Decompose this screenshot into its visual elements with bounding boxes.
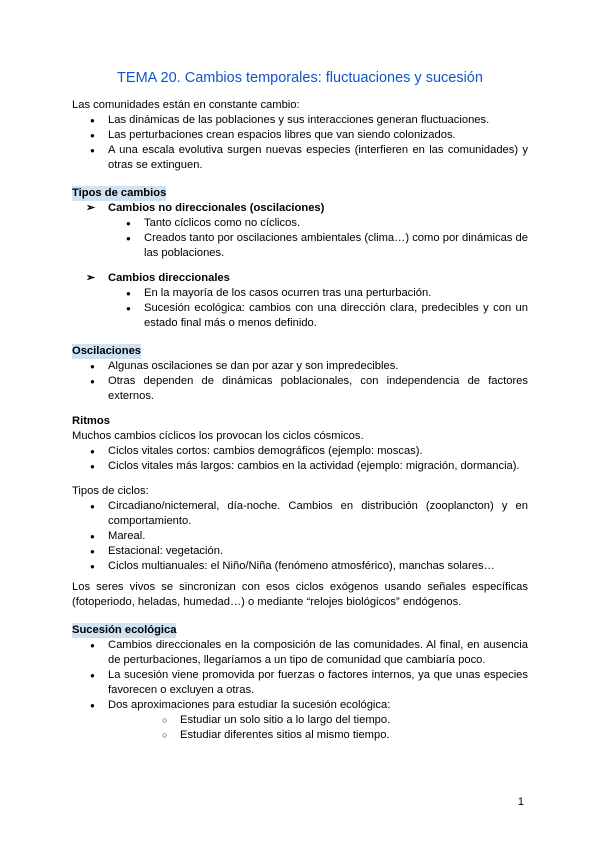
oscilaciones-list [72,359,528,404]
list-item: ● Sucesión ecológica: cambios con una dirección clara, predecibles y con un estado final más o menos definido. [72,301,528,331]
group-label: Cambios direccionales [108,272,230,284]
intro-text: Las comunidades están en constante cambio: [72,99,300,111]
list-item: ● Otras dependen de dinámicas poblacionales, con independencia de factores externos. [72,374,528,404]
list-item: ● Tanto cíclicos como no cíclicos. [72,216,528,231]
section-heading-sucesion: Sucesión ecológica [72,624,177,636]
ritmos-text: Muchos cambios cíclicos los provocan los ciclos cósmicos. [72,430,364,442]
arrow-bullet-icon: ➢ [86,202,96,214]
section-heading-oscilaciones: Oscilaciones [72,345,142,357]
list-item: ● Estacional: vegetación. [72,544,528,559]
list-item: ● Las dinámicas de las poblaciones y sus interacciones generan fluctuaciones. [72,113,528,128]
sucesion-list [72,638,528,743]
ritmos-list [72,444,528,474]
list-item: ● Dos aproximaciones para estudiar la sucesión ecológica: [72,698,528,713]
list-item: ● Cambios direccionales en la composición de las comunidades. Al final, en ausencia de perturbaciones, llegaríamos a un tipo de comunidad que cambiaría poco. [72,638,528,668]
page-number: 1 [517,796,524,808]
list-item: ● Circadiano/nictemeral, día-noche. Cambios en distribución (zooplancton) y en comportamiento. [72,499,528,529]
list-item: ● Ciclos vitales cortos: cambios demográficos (ejemplo: moscas). [72,444,528,459]
list-item: ● Ciclos vitales más largos: cambios en la actividad (ejemplo: migración, dormancia). [72,459,528,474]
ciclos-list [72,499,528,574]
list-item: ● En la mayoría de los casos ocurren tras una perturbación. [72,286,528,301]
list-item: ● Algunas oscilaciones se dan por azar y son impredecibles. [72,359,528,374]
document-page [72,62,528,743]
page-title: TEMA 20. Cambios temporales: fluctuaciones y sucesión [117,70,483,86]
ritmos-closing: Los seres vivos se sincronizan con esos ciclos exógenos usando señales específicas (fotoperiodo, heladas, humedad…) o mediante “relojes biológicos” endógenos. [72,581,528,608]
list-item: ● A una escala evolutiva surgen nuevas especies (interfieren en las comunidades) y otras se extinguen. [72,143,528,173]
list-item: ● La sucesión viene promovida por fuerzas o factores internos, ya que unas especies favorecen o excluyen a otras. [72,668,528,698]
group-heading-direccionales [72,271,528,286]
list-item: ● Las perturbaciones crean espacios libres que van siendo colonizados. [72,128,528,143]
list-item: ● Ciclos multianuales: el Niño/Niña (fenómeno atmosférico), manchas solares… [72,559,528,574]
arrow-bullet-icon: ➢ [86,272,96,284]
tipos-list-2 [72,271,528,331]
group-label: Cambios no direccionales (oscilaciones) [108,202,325,214]
section-heading-ritmos: Ritmos [72,415,110,427]
tipos-ciclos-text: Tipos de ciclos: [72,485,149,497]
section-heading-tipos: Tipos de cambios [72,187,167,199]
sub-list-item: ○ Estudiar un solo sitio a lo largo del tiempo. [72,713,528,728]
sub-list-item: ○ Estudiar diferentes sitios al mismo tiempo. [72,728,528,743]
list-item: ● Mareal. [72,529,528,544]
intro-list [72,113,528,173]
group-heading-no-direccionales [72,201,528,216]
list-item: ● Creados tanto por oscilaciones ambientales (clima…) como por dinámicas de las poblaciones. [72,231,528,261]
tipos-list [72,201,528,261]
